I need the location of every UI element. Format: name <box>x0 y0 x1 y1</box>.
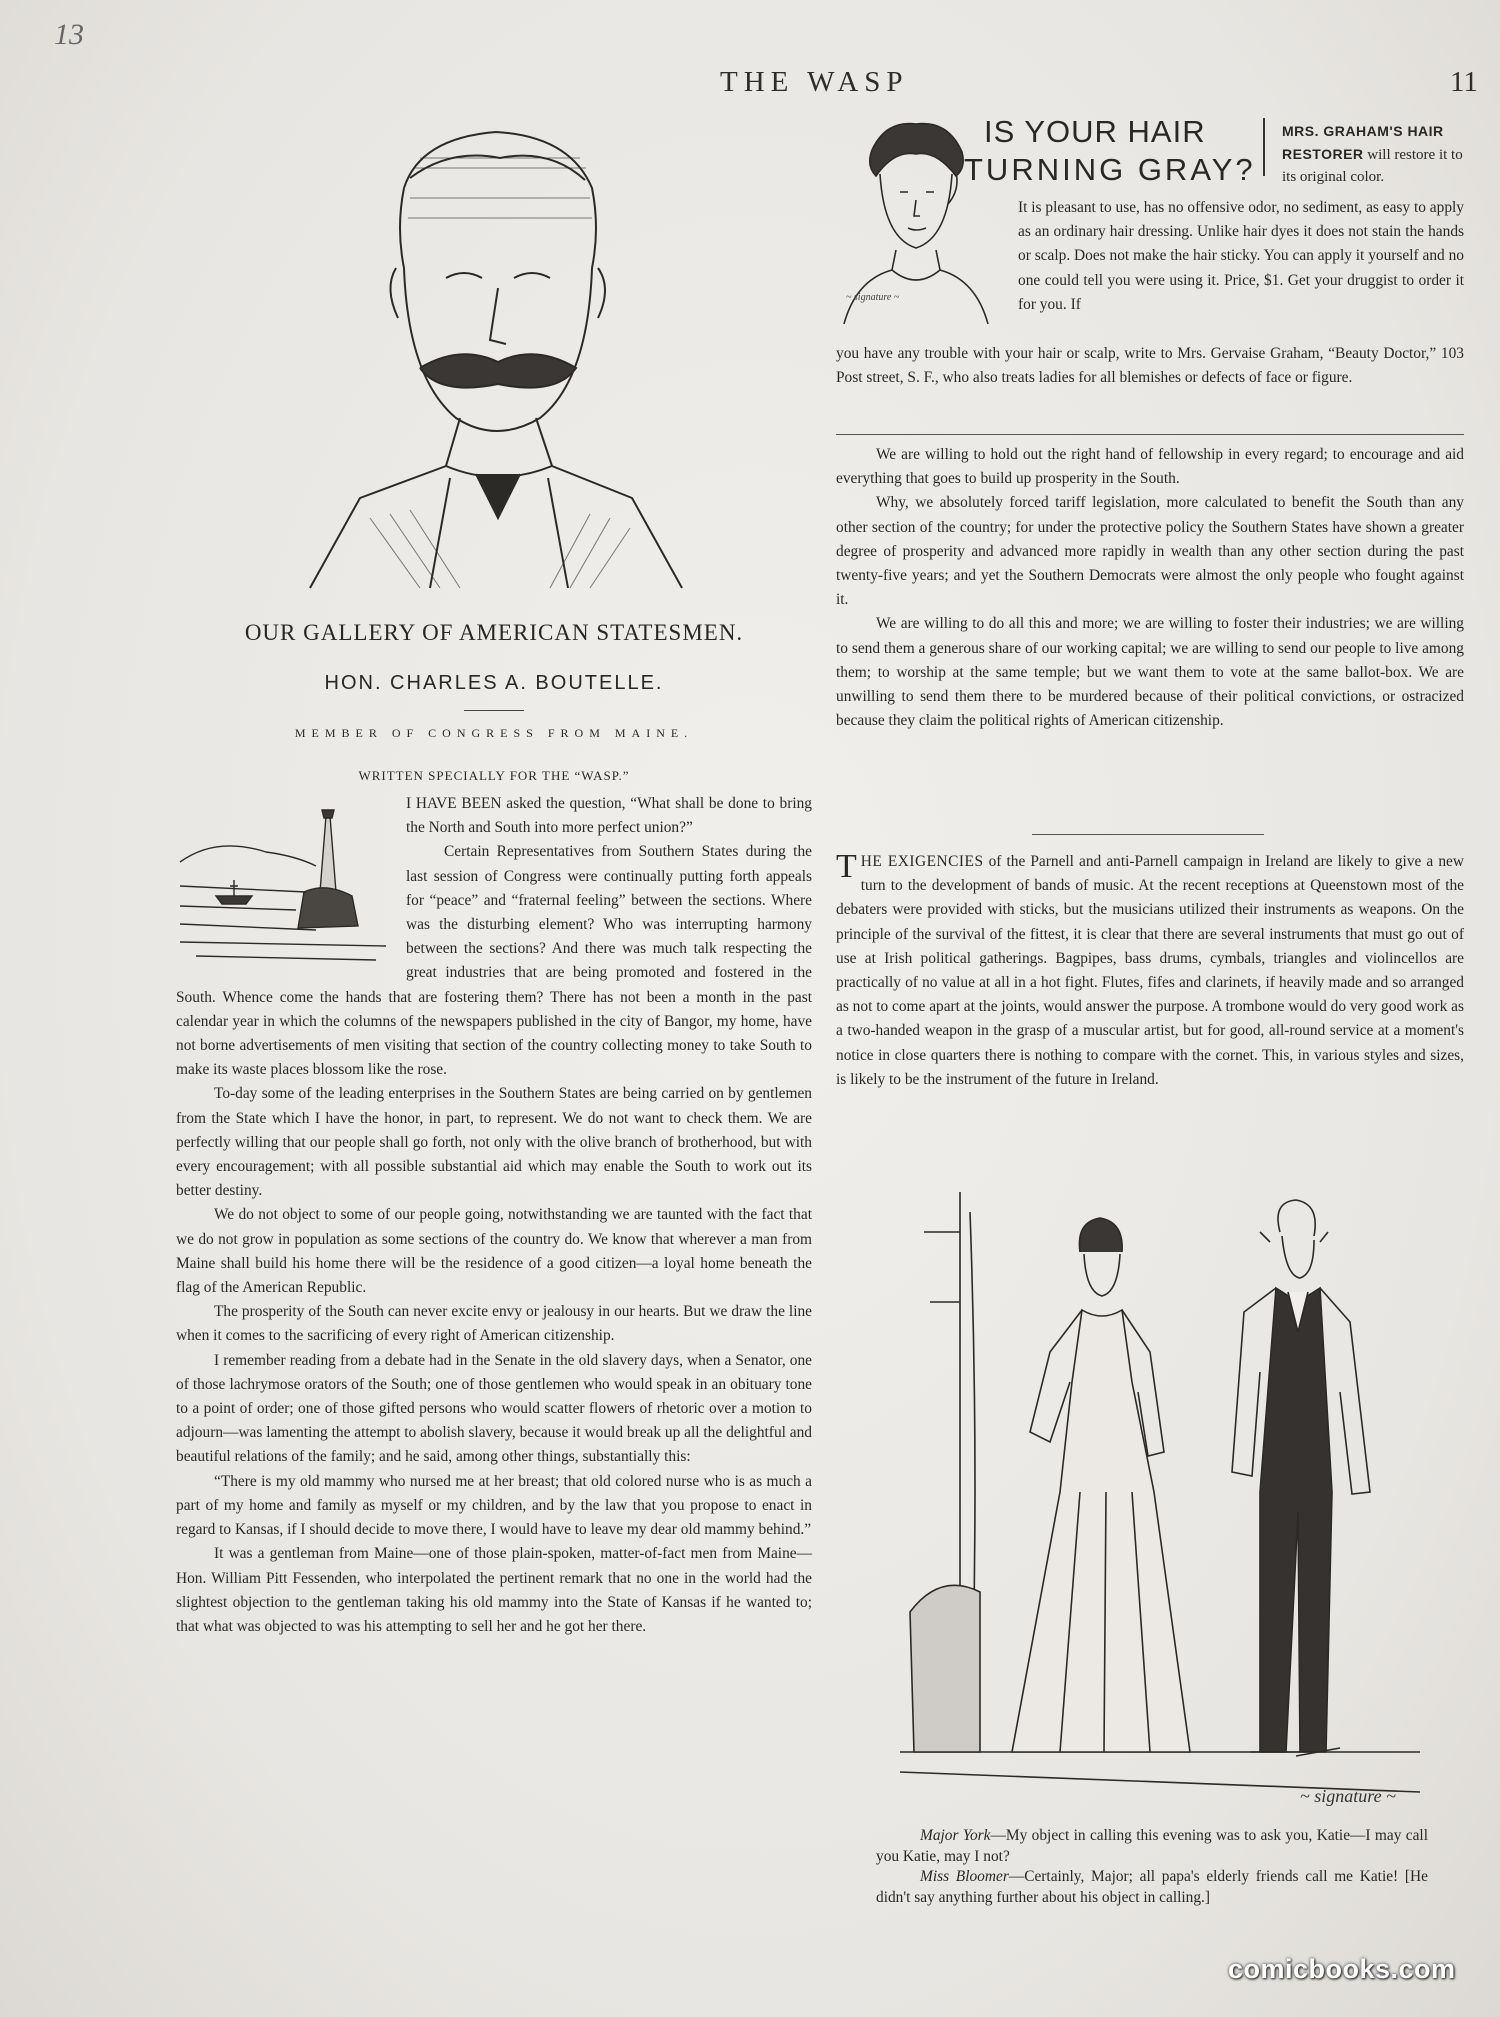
editorial-paragraph-2: Why, we absolutely forced tariff legislation, more calculated to benefit the South than any other section of the country; for under the protective policy the Southern States have shown a greater degree of prosperity and advanced more rapidly in wealth than any other section during the past twenty-five years; and yet the Southern Democrats were almost the only people who fought against it. <box>836 494 1464 609</box>
parnell-article <box>836 850 1464 1092</box>
ad-body-full: you have any trouble with your hair or scalp, write to Mrs. Gervaise Graham, “Beauty Doctor,” 103 Post street, S. F., who also treats ladies for all blemishes or defects of face or figure. <box>836 345 1464 387</box>
boutelle-article <box>176 792 812 1639</box>
ad-woman-portrait <box>836 120 994 324</box>
parnell-lead: HE EXIGENCIES <box>860 853 984 870</box>
editorial-continuation <box>836 443 1464 733</box>
byline-note: WRITTEN SPECIALLY FOR THE “WASP.” <box>358 768 630 783</box>
statesman-role: MEMBER OF CONGRESS FROM MAINE. <box>294 726 694 740</box>
gallery-title: OUR GALLERY OF AMERICAN STATESMEN. <box>244 620 744 645</box>
ad-brand-block <box>1282 120 1464 188</box>
site-watermark: comicbooks.com <box>1228 1954 1456 1984</box>
ad-brand-tail: will restore it to its original color. <box>1282 147 1463 185</box>
running-head: THE WASP <box>720 66 909 98</box>
editorial-paragraph-1: We are willing to hold out the right hand of fellowship in every regard; to encourage and aid everything that goes to build up prosperity in the South. <box>836 446 1464 488</box>
article-paragraph-1: I HAVE BEEN asked the question, “What shall be done to bring the North and South into more perfect union?” <box>406 795 812 837</box>
title-divider <box>464 710 524 711</box>
ad-divider <box>1263 118 1266 176</box>
parnell-drop-cap: T <box>836 848 857 885</box>
parnell-body: of the Parnell and anti-Parnell campaign in Ireland are likely to give a new turn to the development of bands of music. At the recent receptions at Queenstown most of the debaters were provided with sticks, but the musicians utilized their instruments as weapons. On the principle of the survival of the fittest, it is clear that there are several instruments that must go out of use at Irish political gatherings. Bagpipes, bass drums, cymbals, triangles and violincellos are practically of no value at all in a hot fight. Flutes, fifes and clarinets, if heavily made and so arranged as not to come apart at the joints, would answer the purpose. A trombone would do very good work as a two-handed weapon in the grasp of a muscular artist, but for good, all-round service at a moment's notice in close quarters there is nothing to compare with the cornet. This, in various styles and sizes, is likely to be the instrument of the future in Ireland. <box>836 853 1464 1088</box>
article-paragraph-8: It was a gentleman from Maine—one of those plain-spoken, matter-of-fact men from Maine—Hon. William Pitt Fessenden, who interpolated the pertinent remark that no one in the world had the slightest objection to the gentleman taking his old mammy into the State of Kansas if he wanted to; that what was objected to was his attempting to sell her and he got her there. <box>176 1545 812 1635</box>
caption-line-1 <box>876 1826 1428 1867</box>
ad-portrait-signature: ~ signature ~ <box>846 292 900 303</box>
article-paragraph-2: Certain Representatives from Southern States during the last session of Congress were continually putting forth appeals for “peace” and “fraternal feeling” between the sections. Where was the disturbing element? Who was interrupting harmony between the sections? And there was much talk respecting the great industries that are being promoted and fostered in the South. Whence come the hands that are fostering them? There has not been a month in the past calendar year in which the columns of the newspapers published in the city of Bangor, my home, have not borne advertisements of men visiting that section of the country collecting money to take South to make its waste places blossom like the rose. <box>176 843 812 1079</box>
editorial-paragraph-3: We are willing to do all this and more; we are willing to foster their industries; we are willing to send them a generous share of our working capital; we are willing to send our people to live among them; to worship at the same temple; but we want them to vote at the same ballot-box. We are unwilling to send them there to be murdered because of their political convictions, or ostracized because they claim the political rights of American citizenship. <box>836 615 1464 730</box>
ad-brand-product: RESTORER <box>1282 146 1364 162</box>
statesman-name: HON. CHARLES A. BOUTELLE. <box>324 672 664 694</box>
cartoon-caption <box>876 1826 1428 1908</box>
caption-text-2: —Certainly, Major; all papa's elderly friends call me Katie! [He didn't say anything further about his object in calling.] <box>876 1868 1428 1906</box>
article-paragraph-5: The prosperity of the South can never excite envy or jealousy in our hearts. But we draw the line when it comes to the sacrificing of every right of American citizenship. <box>176 1303 812 1345</box>
caption-speaker-2: Miss Bloomer <box>920 1868 1009 1885</box>
portrait-engraving <box>300 118 692 606</box>
article-paragraph-4: We do not object to some of our people going, notwithstanding we are taunted with the fact that we do not grow in population as some sections of the country do. We know that wherever a man from Maine shall build his home there will be the residence of a good citizen—a loyal home beneath the flag of the American Republic. <box>176 1206 812 1297</box>
ad-headline-line-2: TURNING GRAY? <box>964 152 1256 187</box>
caption-line-2 <box>876 1867 1428 1908</box>
lighthouse-illustration <box>176 796 394 966</box>
caption-text-1: —My object in calling this evening was to ask you, Katie—I may call you Katie, may I not? <box>876 1827 1428 1865</box>
ad-body-narrow: It is pleasant to use, has no offensive odor, no sediment, as easy to apply as an ordinary hair dressing. Unlike hair dyes it does not stain the hands or scalp. Does not make the hair sticky. You can apply it yourself and no one could tell you were using it. Price, $1. Get your druggist to order it for you. If <box>1018 199 1464 313</box>
caption-speaker-1: Major York <box>920 1827 991 1844</box>
article-paragraph-3: To-day some of the leading enterprises in the Southern States are being carried on by gentlemen from the State which I have the honor, in part, to represent. We do not want to check them. We are perfectly willing that our people shall go forth, not only with the olive branch of brotherhood, but with every encouragement; with all possible substantial aid which may enable the South to work out its better destiny. <box>176 1085 812 1200</box>
page-number: 11 <box>1450 66 1478 98</box>
section-divider <box>836 434 1464 435</box>
ad-headline-line-1: IS YOUR HAIR <box>984 114 1206 149</box>
article-quote: “There is my old mammy who nursed me at her breast; that old colored nurse who is as much a part of my home and family as myself or my children, and by the law that you propose to enact in regard to Kansas, if I should decide to move there, I would have to leave my dear old mammy behind.” <box>176 1472 812 1539</box>
article-paragraph-6: I remember reading from a debate had in the Senate in the old slavery days, when a Senator, one of those lachrymose orators of the South; one of those gentlemen who would speak in an obituary tone to a point of order; one of those gifted persons who would scatter flowers of rhetoric over a motion to adjourn—was lamenting the attempt to abolish slavery, because it would break up all the delightful and beautiful relations of the family; and he said, among other things, substantially this: <box>176 1351 812 1466</box>
margin-page-note: 13 <box>54 18 84 51</box>
short-divider <box>1032 834 1264 835</box>
cartoon-signature: ~ signature ~ <box>1300 1786 1396 1806</box>
cartoon-illustration <box>900 1192 1420 1818</box>
statesman-portrait <box>300 118 692 606</box>
ad-brand-name: MRS. GRAHAM'S HAIR <box>1282 123 1444 139</box>
